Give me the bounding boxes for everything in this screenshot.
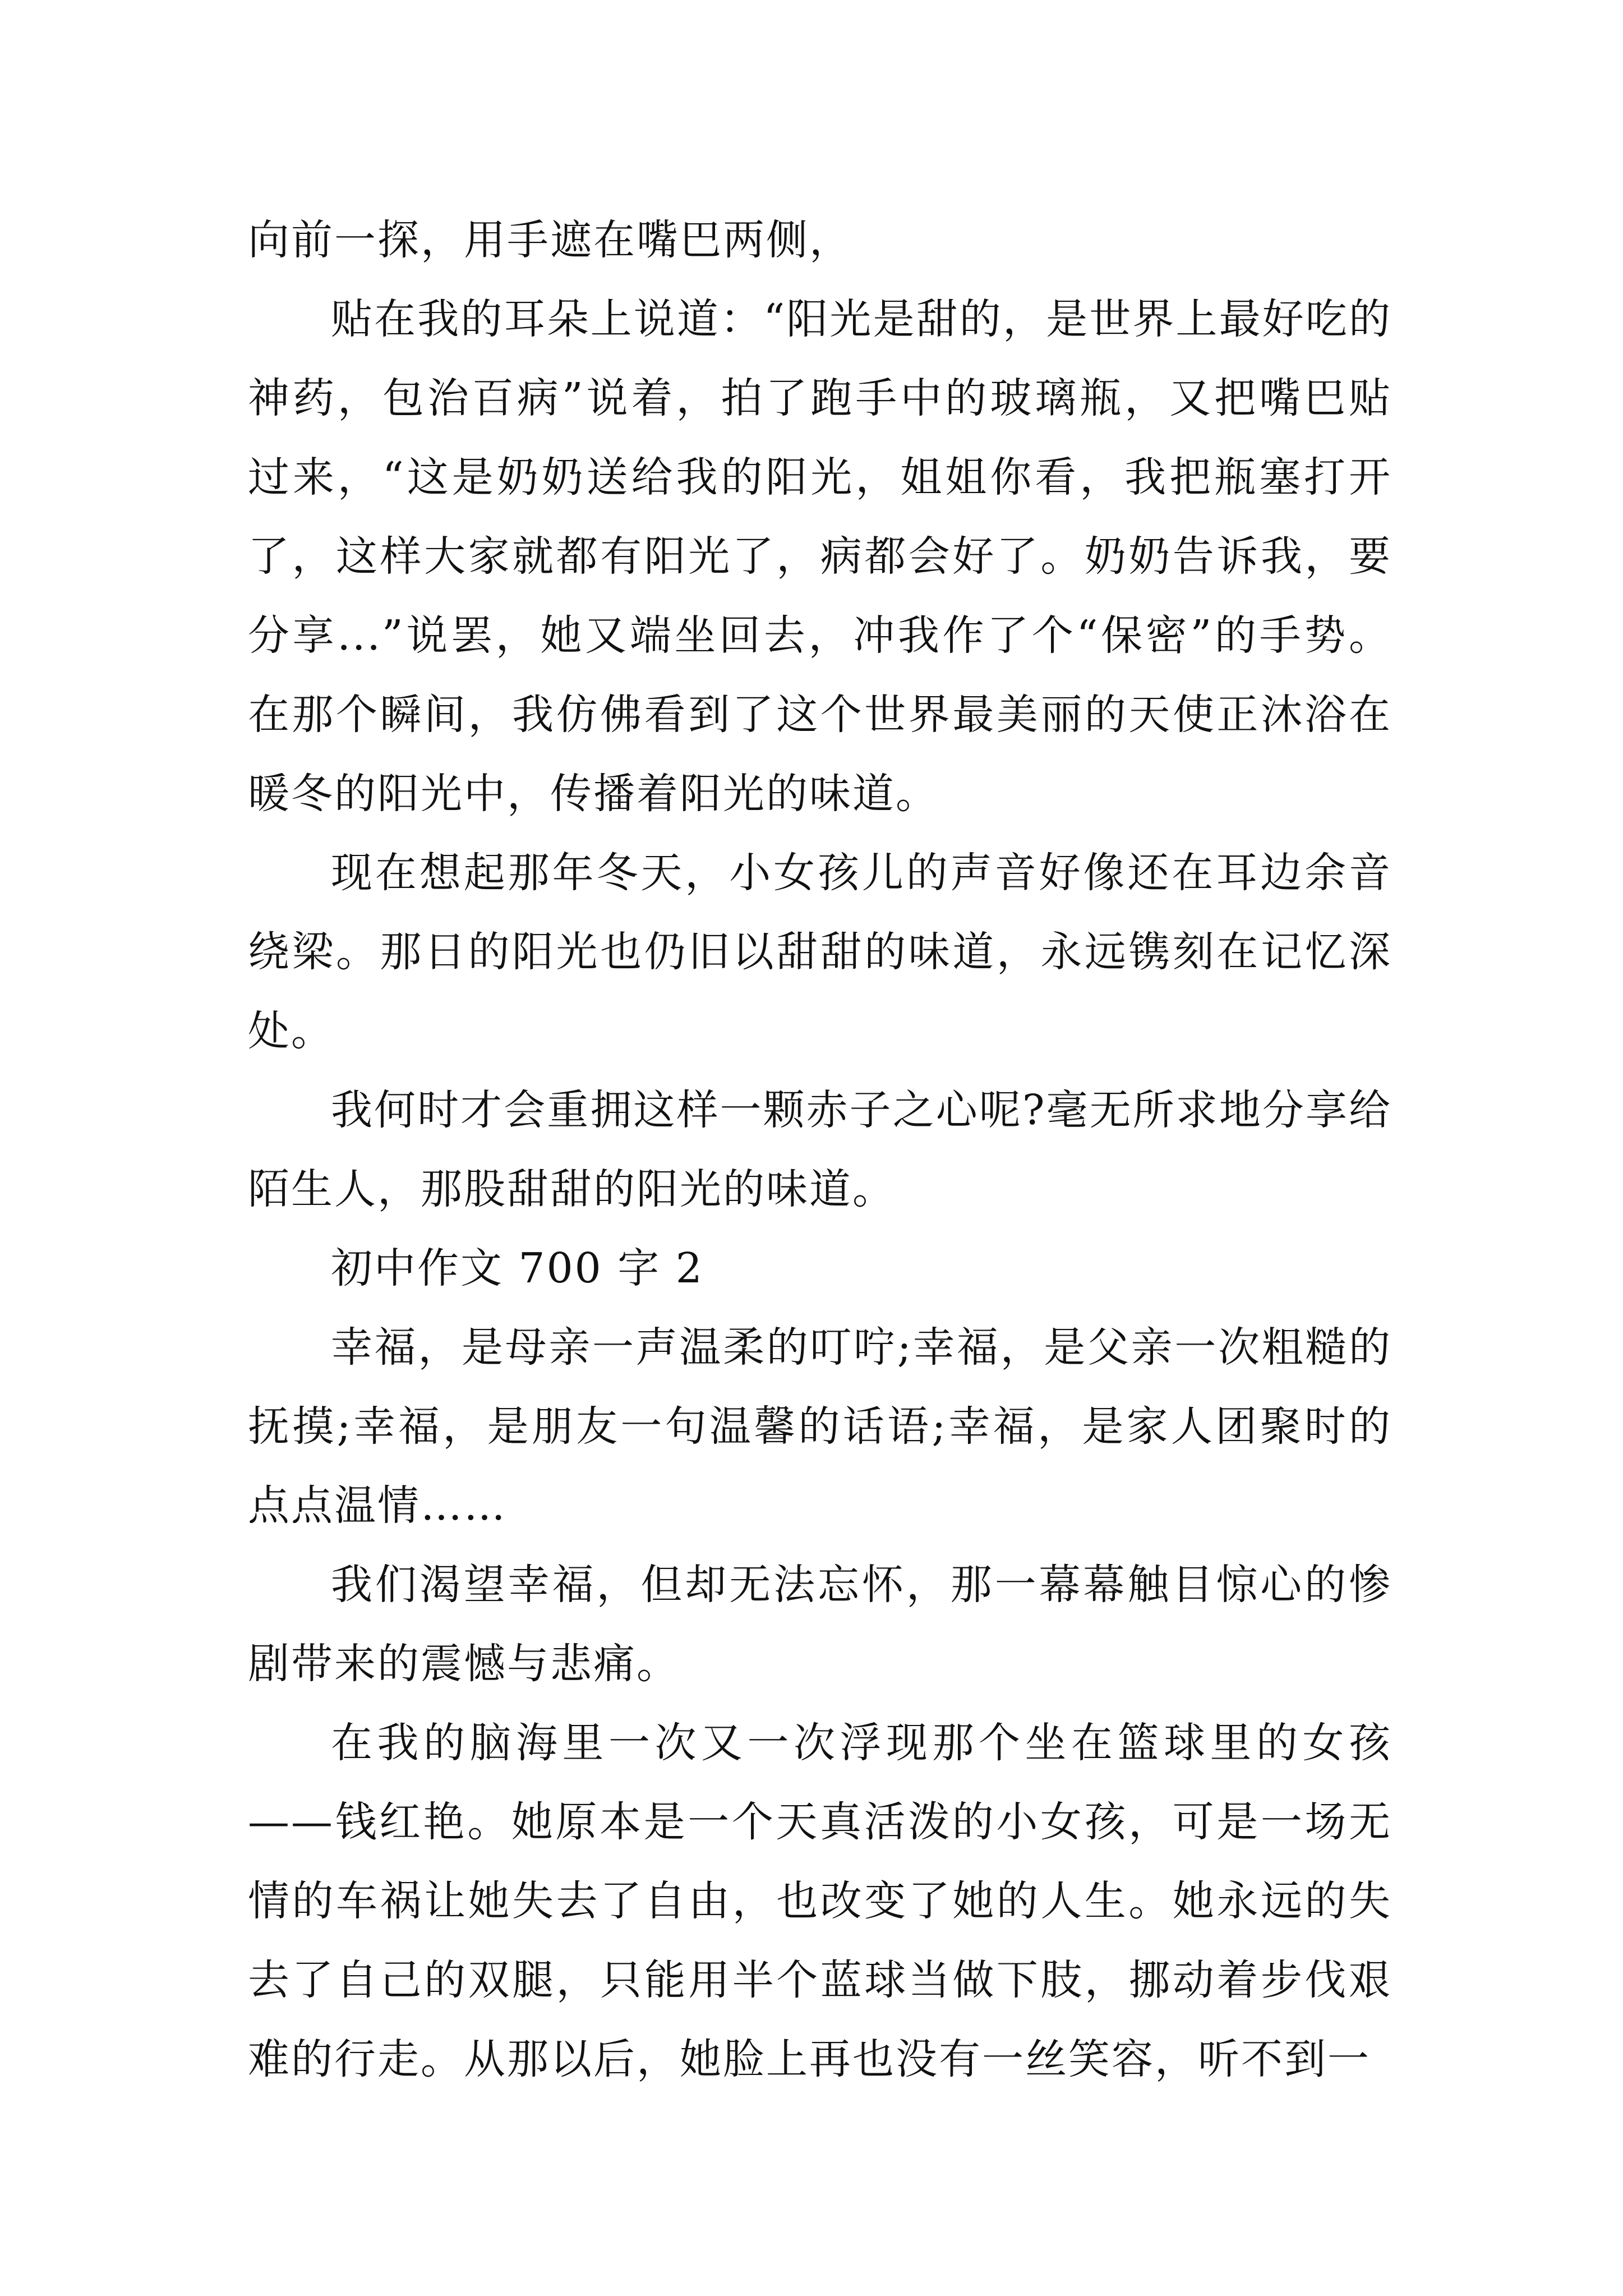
section-heading: 初中作文 700 字 2 (331, 1244, 704, 1292)
paragraph-4: 我何时才会重拥这样一颗赤子之心呢?毫无所求地分享给陌生人，那股甜甜的阳光的味道。 (248, 1086, 1392, 1213)
paragraph-3: 现在想起那年冬天，小女孩儿的声音好像还在耳边余音绕梁。那日的阳光也仍旧以甜甜的味道，永远镌刻在记忆深处。 (248, 849, 1392, 1055)
body-text (248, 201, 1392, 2099)
paragraph-6: 我们渴望幸福，但却无法忘怀，那一幕幕触目惊心的惨剧带来的震憾与悲痛。 (248, 1561, 1392, 1688)
paragraph-2: 贴在我的耳朵上说道：“阳光是甜的，是世界上最好吃的神药，包治百病”说着，拍了跑手中的玻璃瓶，又把嘴巴贴过来，“这是奶奶送给我的阳光，姐姐你看，我把瓶塞打开了，这样大家就都有阳光了，病都会好了。奶奶告诉我，要分享...”说罢，她又端坐回去，冲我作了个“保密”的手势。在那个瞬间，我仿佛看到了这个世界最美丽的天使正沐浴在暖冬的阳光中，传播着阳光的味道。 (248, 295, 1392, 818)
paragraph-5: 幸福，是母亲一声温柔的叮咛;幸福，是父亲一次粗糙的抚摸;幸福，是朋友一句温馨的话语;幸福，是家人团聚时的点点温情…… (248, 1323, 1392, 1530)
paragraph-7: 在我的脑海里一次又一次浮现那个坐在篮球里的女孩——钱红艳。她原本是一个天真活泼的小女孩，可是一场无情的车祸让她失去了自由，也改变了她的人生。她永远的失去了自己的双腿，只能用半个蓝球当做下肢，挪动着步伐艰难的行走。从那以后，她脸上再也没有一丝笑容，听不到一 (248, 1719, 1392, 2083)
paragraph-1: 向前一探，用手遮在嘴巴两侧， (248, 216, 852, 264)
